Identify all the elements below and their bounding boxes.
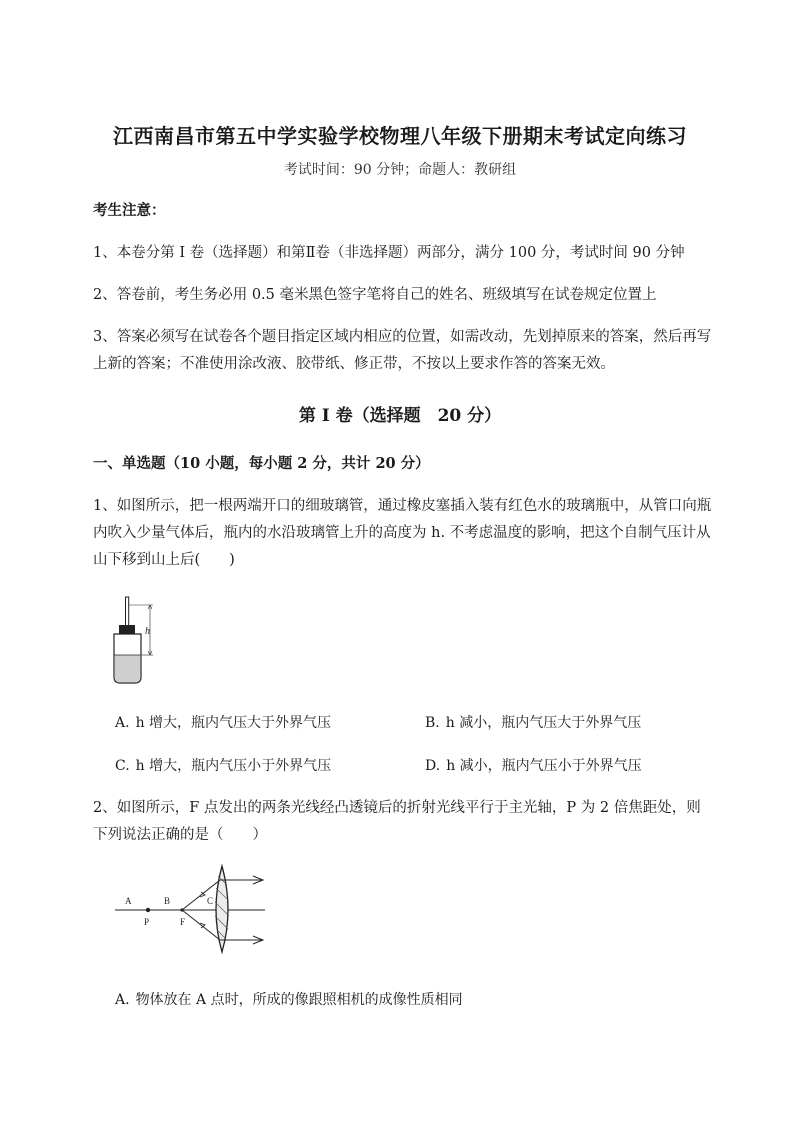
notice-item-2: 2、答卷前，考生务必用 0.5 毫米黑色签字笔将自己的姓名、班级填写在试卷规定位置上: [93, 287, 657, 303]
question-1-stem: 1、如图所示，把一根两端开口的细玻璃管，通过橡皮塞插入装有红色水的玻璃瓶中，从管口向瓶内吹入少量气体后，瓶内的水沿玻璃管上升的高度为 h. 不考虑温度的影响，把这个自制气压计从山下移到山上后( ): [93, 498, 712, 568]
q1-option-a[interactable]: [115, 712, 331, 732]
option-key: B.: [425, 715, 440, 731]
option-key: C.: [115, 758, 130, 774]
part-title: 一、单选题（10 小题，每小题 2 分，共计 20 分）: [93, 455, 430, 472]
notice-item-1: 1、本卷分第 I 卷（选择题）和第Ⅱ卷（非选择题）两部分，满分 100 分，考试时间 90 分钟: [93, 245, 685, 261]
figure-label-p: P: [144, 917, 150, 927]
figure-label-a: A: [125, 896, 132, 906]
option-text: h 减小，瓶内气压小于外界气压: [446, 758, 642, 774]
q1-option-d[interactable]: [425, 755, 642, 775]
figure-label-h: h: [145, 626, 150, 637]
option-key: A.: [115, 715, 130, 731]
option-text: h 增大，瓶内气压大于外界气压: [135, 715, 332, 731]
q1-option-b[interactable]: [425, 712, 641, 732]
notice-item-3: 3、答案必须写在试卷各个题目指定区域内相应的位置，如需改动，先划掉原来的答案，然后再写上新的答案；不准使用涂改液、胶带纸、修正带，不按以上要求作答的答案无效。: [93, 329, 712, 372]
figure-label-c: C: [207, 896, 214, 906]
exam-title: 江西南昌市第五中学实验学校物理八年级下册期末考试定向练习: [113, 124, 687, 148]
option-text: h 增大，瓶内气压小于外界气压: [135, 758, 332, 774]
notice-heading: 考生注意：: [93, 202, 166, 219]
option-text: h 减小，瓶内气压大于外界气压: [445, 715, 642, 731]
option-key: A.: [115, 992, 130, 1008]
figure-label-b: B: [164, 896, 171, 906]
barometer-figure: [105, 595, 165, 690]
q2-option-a[interactable]: [115, 989, 463, 1009]
q1-option-c[interactable]: [115, 755, 331, 775]
section-title: 第 I 卷（选择题 20 分）: [298, 406, 502, 426]
figure-label-f: F: [180, 917, 186, 927]
question-2-stem: 2、如图所示，F 点发出的两条光线经凸透镜后的折射光线平行于主光轴，P 为 2 倍焦距处，则下列说法正确的是（ ）: [93, 800, 701, 843]
option-text: 物体放在 A 点时，所成的像跟照相机的成像性质相同: [135, 992, 463, 1008]
lens-figure: [115, 862, 275, 952]
option-key: D.: [425, 758, 441, 774]
exam-subtitle: 考试时间：90 分钟；命题人：教研组: [283, 162, 517, 178]
